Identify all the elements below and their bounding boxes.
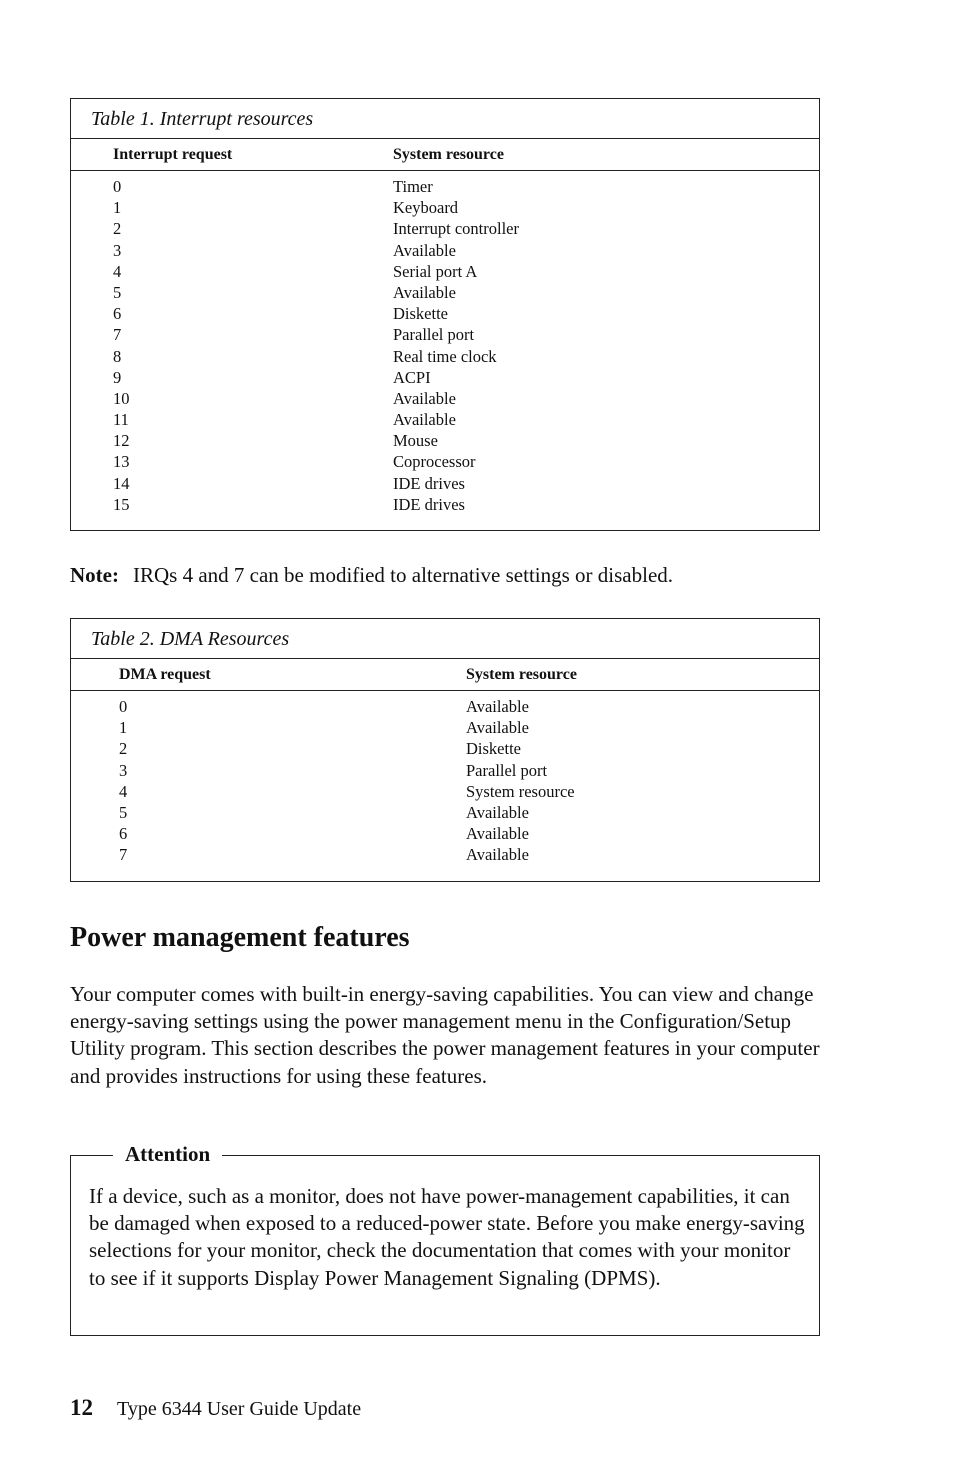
system-resource-cell: Available <box>466 697 529 716</box>
table-row <box>71 283 819 304</box>
note <box>70 563 673 588</box>
table-row <box>71 304 819 325</box>
request-number-cell: 6 <box>119 824 128 844</box>
table-row <box>71 697 819 718</box>
request-number-cell: 0 <box>113 177 122 196</box>
table-row <box>71 325 819 346</box>
request-number-cell: 4 <box>119 781 128 801</box>
attention-box <box>70 1142 820 1336</box>
system-resource-cell: Diskette <box>393 304 448 324</box>
request-number-cell: 0 <box>119 697 128 716</box>
system-resource-cell: Available <box>393 240 456 260</box>
request-number-cell: 1 <box>119 718 128 738</box>
system-resource-cell: Keyboard <box>393 198 459 218</box>
table-header-row <box>71 139 819 171</box>
request-number-cell: 3 <box>113 240 122 260</box>
system-resource-cell: Diskette <box>466 739 521 759</box>
table-row <box>71 177 819 198</box>
request-number-cell: 5 <box>113 282 122 302</box>
attention-text: If a device, such as a monitor, does not have power-management capabilities, it can be damaged when exposed to a reduced-power state. Before you make energy-saving selections for your monitor, check the documentation that comes with your monitor to see if it supports Display Power Management Signaling (DPMS). <box>89 1184 805 1290</box>
system-resource-cell: Interrupt controller <box>393 219 519 239</box>
table-row <box>71 739 819 760</box>
table-body <box>71 691 819 867</box>
system-resource-cell: Available <box>466 718 529 738</box>
note-text: IRQs 4 and 7 can be modified to alternative settings or disabled. <box>132 563 674 587</box>
system-resource-cell: Parallel port <box>393 325 475 345</box>
request-number-cell: 2 <box>119 739 128 759</box>
footer-title: Type 6344 User Guide Update <box>117 1398 362 1420</box>
page-number: 12 <box>70 1395 93 1420</box>
dma-resources-table <box>70 618 820 882</box>
request-number-cell: 7 <box>119 845 128 865</box>
system-resource-cell: Available <box>393 410 456 430</box>
system-resource-cell: Parallel port <box>466 760 548 780</box>
attention-label: Attention <box>113 1141 222 1167</box>
table-row <box>71 410 819 431</box>
table-row <box>71 198 819 219</box>
table-body <box>71 171 819 516</box>
table-row <box>71 452 819 473</box>
table-row <box>71 761 819 782</box>
table-row <box>71 845 819 866</box>
system-resource-cell: Timer <box>393 177 433 196</box>
request-number-cell: 11 <box>113 410 129 430</box>
system-resource-cell: Coprocessor <box>393 452 476 472</box>
system-resource-cell: Serial port A <box>393 261 478 281</box>
request-number-cell: 14 <box>113 473 130 493</box>
table-row <box>71 347 819 368</box>
request-number-cell: 2 <box>113 219 122 239</box>
request-number-cell: 8 <box>113 346 122 366</box>
table-row <box>71 368 819 389</box>
system-resource-cell: Available <box>466 802 529 822</box>
section-paragraph: Your computer comes with built-in energy-saving capabilities. You can view and change energy-saving settings using the power management menu in the Configuration/Setup Utility program. This section describes the power management features in your computer and provides instructions for using these features. <box>70 982 820 1088</box>
request-number-cell: 1 <box>113 198 122 218</box>
request-number-cell: 6 <box>113 304 122 324</box>
table-row <box>71 803 819 824</box>
table-row <box>71 219 819 240</box>
system-resource-cell: Mouse <box>393 431 438 451</box>
system-resource-cell: IDE drives <box>393 473 465 493</box>
table-row <box>71 782 819 803</box>
table-row <box>71 241 819 262</box>
table-row <box>71 431 819 452</box>
column-header: System resource <box>466 666 577 683</box>
table-row <box>71 718 819 739</box>
system-resource-cell: Available <box>466 845 529 865</box>
interrupt-resources-table <box>70 98 820 531</box>
system-resource-cell: IDE drives <box>393 494 465 514</box>
system-resource-cell: Available <box>393 282 456 302</box>
section-heading: Power management features <box>70 922 410 953</box>
system-resource-cell: Available <box>466 824 529 844</box>
table-row <box>71 474 819 495</box>
page-footer <box>70 1395 361 1421</box>
system-resource-cell: ACPI <box>393 367 431 387</box>
system-resource-cell: System resource <box>466 781 575 801</box>
request-number-cell: 10 <box>113 388 130 408</box>
table-caption: Table 1. Interrupt resources <box>71 99 819 139</box>
table-header-row <box>71 659 819 691</box>
system-resource-cell: Available <box>393 388 456 408</box>
request-number-cell: 4 <box>113 261 122 281</box>
table-row <box>71 262 819 283</box>
system-resource-cell: Real time clock <box>393 346 497 366</box>
column-header: DMA request <box>119 666 211 683</box>
request-number-cell: 15 <box>113 494 130 514</box>
note-label: Note: <box>70 563 119 587</box>
request-number-cell: 3 <box>119 760 128 780</box>
table-row <box>71 495 819 516</box>
request-number-cell: 5 <box>119 802 128 822</box>
table-row <box>71 389 819 410</box>
request-number-cell: 9 <box>113 367 122 387</box>
request-number-cell: 13 <box>113 452 130 472</box>
column-header: Interrupt request <box>113 146 233 163</box>
request-number-cell: 7 <box>113 325 122 345</box>
table-row <box>71 824 819 845</box>
column-header: System resource <box>393 146 504 163</box>
request-number-cell: 12 <box>113 431 130 451</box>
table-caption: Table 2. DMA Resources <box>71 619 819 659</box>
